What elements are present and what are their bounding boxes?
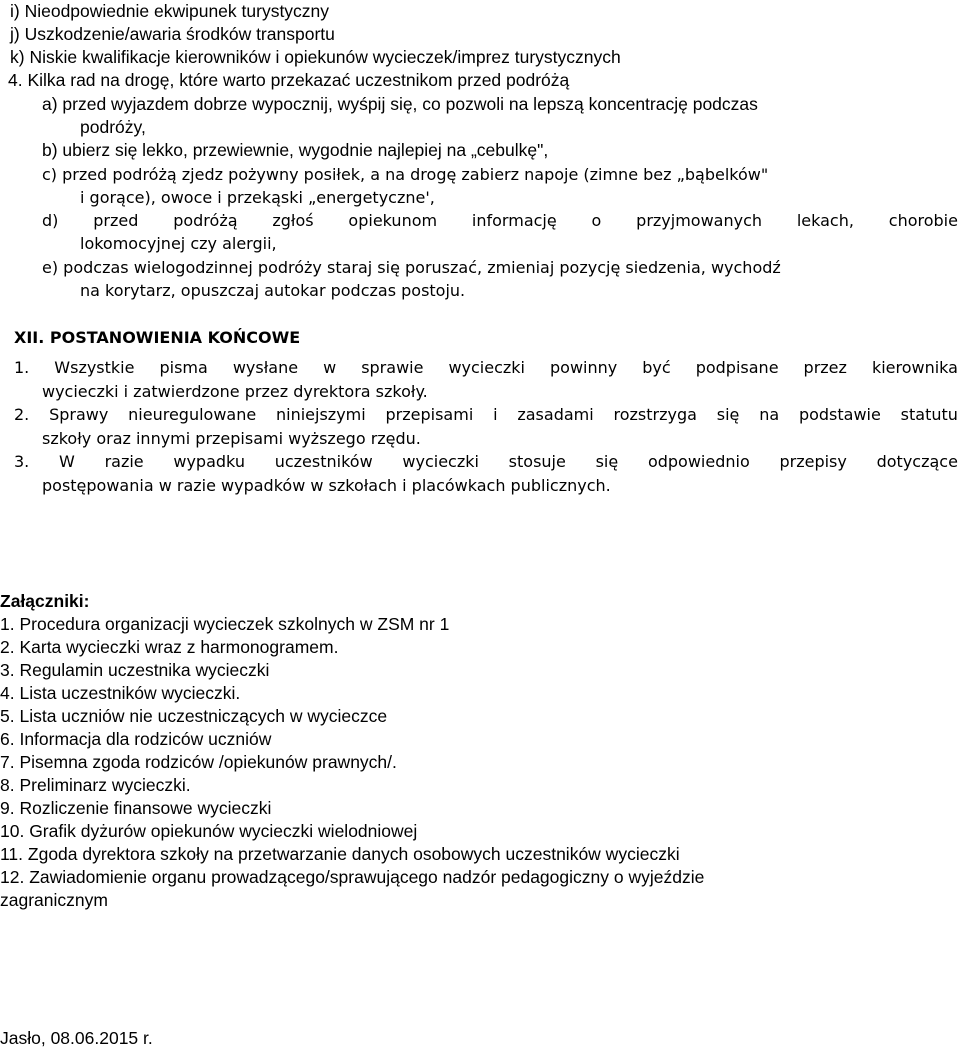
final-provision-1-line2: wycieczki i zatwierdzone przez dyrektora szkoły. (42, 382, 428, 401)
attachment-item: 1. Procedura organizacji wycieczek szkolnych w ZSM nr 1 (0, 614, 450, 634)
list-item-k: k) Niskie kwalifikacje kierowników i opiekunów wycieczek/imprez turystycznych (10, 47, 621, 67)
attachment-item: 3. Regulamin uczestnika wycieczki (0, 660, 270, 680)
final-provision-2-line2: szkoły oraz innymi przepisami wyższego rzędu. (42, 429, 421, 448)
attachment-item: 10. Grafik dyżurów opiekunów wycieczki wielodniowej (0, 821, 418, 841)
final-provision-3-line2: postępowania w razie wypadków w szkołach i placówkach publicznych. (42, 476, 611, 495)
attachment-item: 12. Zawiadomienie organu prowadzącego/sprawującego nadzór pedagogiczny o wyjeździe (0, 867, 705, 887)
advice-e-line2: na korytarz, opuszczaj autokar podczas postoju. (80, 281, 466, 300)
advice-d-line2: lokomocyjnej czy alergii, (80, 234, 277, 253)
attachment-item: 8. Preliminarz wycieczki. (0, 775, 191, 795)
attachment-item: 9. Rozliczenie finansowe wycieczki (0, 798, 272, 818)
place-date: Jasło, 08.06.2015 r. (0, 1028, 153, 1048)
advice-d-line1: d) przed podróżą zgłoś opiekunom informację o przyjmowanych lekach, chorobie (42, 211, 958, 230)
attachment-item-continuation: zagranicznym (0, 890, 108, 910)
attachment-item: 11. Zgoda dyrektora szkoły na przetwarzanie danych osobowych uczestników wycieczki (0, 844, 680, 864)
advice-e-line1: e) podczas wielogodzinnej podróży staraj się poruszać, zmieniaj pozycję siedzenia, wychodź (42, 258, 781, 277)
final-provision-2-line1: 2. Sprawy nieuregulowane niniejszymi przepisami i zasadami rozstrzyga się na podstawie statutu (14, 405, 958, 424)
attachment-item: 2. Karta wycieczki wraz z harmonogramem. (0, 637, 339, 657)
list-item-j: j) Uszkodzenie/awaria środków transportu (10, 24, 335, 44)
final-provision-1-line1: 1. Wszystkie pisma wysłane w sprawie wycieczki powinny być podpisane przez kierownika (14, 358, 958, 377)
final-provision-3-line1: 3. W razie wypadku uczestników wycieczki stosuje się odpowiednio przepisy dotyczące (14, 452, 958, 471)
attachments-heading: Załączniki: (0, 591, 90, 611)
section-12-heading: XII. POSTANOWIENIA KOŃCOWE (14, 328, 301, 347)
attachment-item: 4. Lista uczestników wycieczki. (0, 683, 241, 703)
advice-c-line1: c) przed podróżą zjedz pożywny posiłek, a na drogę zabierz napoje (zimne bez „bąbelków" (42, 165, 769, 184)
advice-c-line2: i gorące), owoce i przekąski „energetyczne', (80, 188, 435, 207)
section-4-heading: 4. Kilka rad na drogę, które warto przekazać uczestnikom przed podróżą (8, 70, 570, 90)
advice-a-line2: podróży, (80, 117, 146, 137)
attachment-item: 7. Pisemna zgoda rodziców /opiekunów prawnych/. (0, 752, 397, 772)
advice-b: b) ubierz się lekko, przewiewnie, wygodnie najlepiej na „cebulkę", (42, 140, 549, 160)
advice-a-line1: a) przed wyjazdem dobrze wypocznij, wyśpij się, co pozwoli na lepszą koncentrację podczas (42, 94, 758, 114)
attachment-item: 6. Informacja dla rodziców uczniów (0, 729, 272, 749)
attachment-item: 5. Lista uczniów nie uczestniczących w wycieczce (0, 706, 388, 726)
list-item-i: i) Nieodpowiednie ekwipunek turystyczny (10, 1, 330, 21)
